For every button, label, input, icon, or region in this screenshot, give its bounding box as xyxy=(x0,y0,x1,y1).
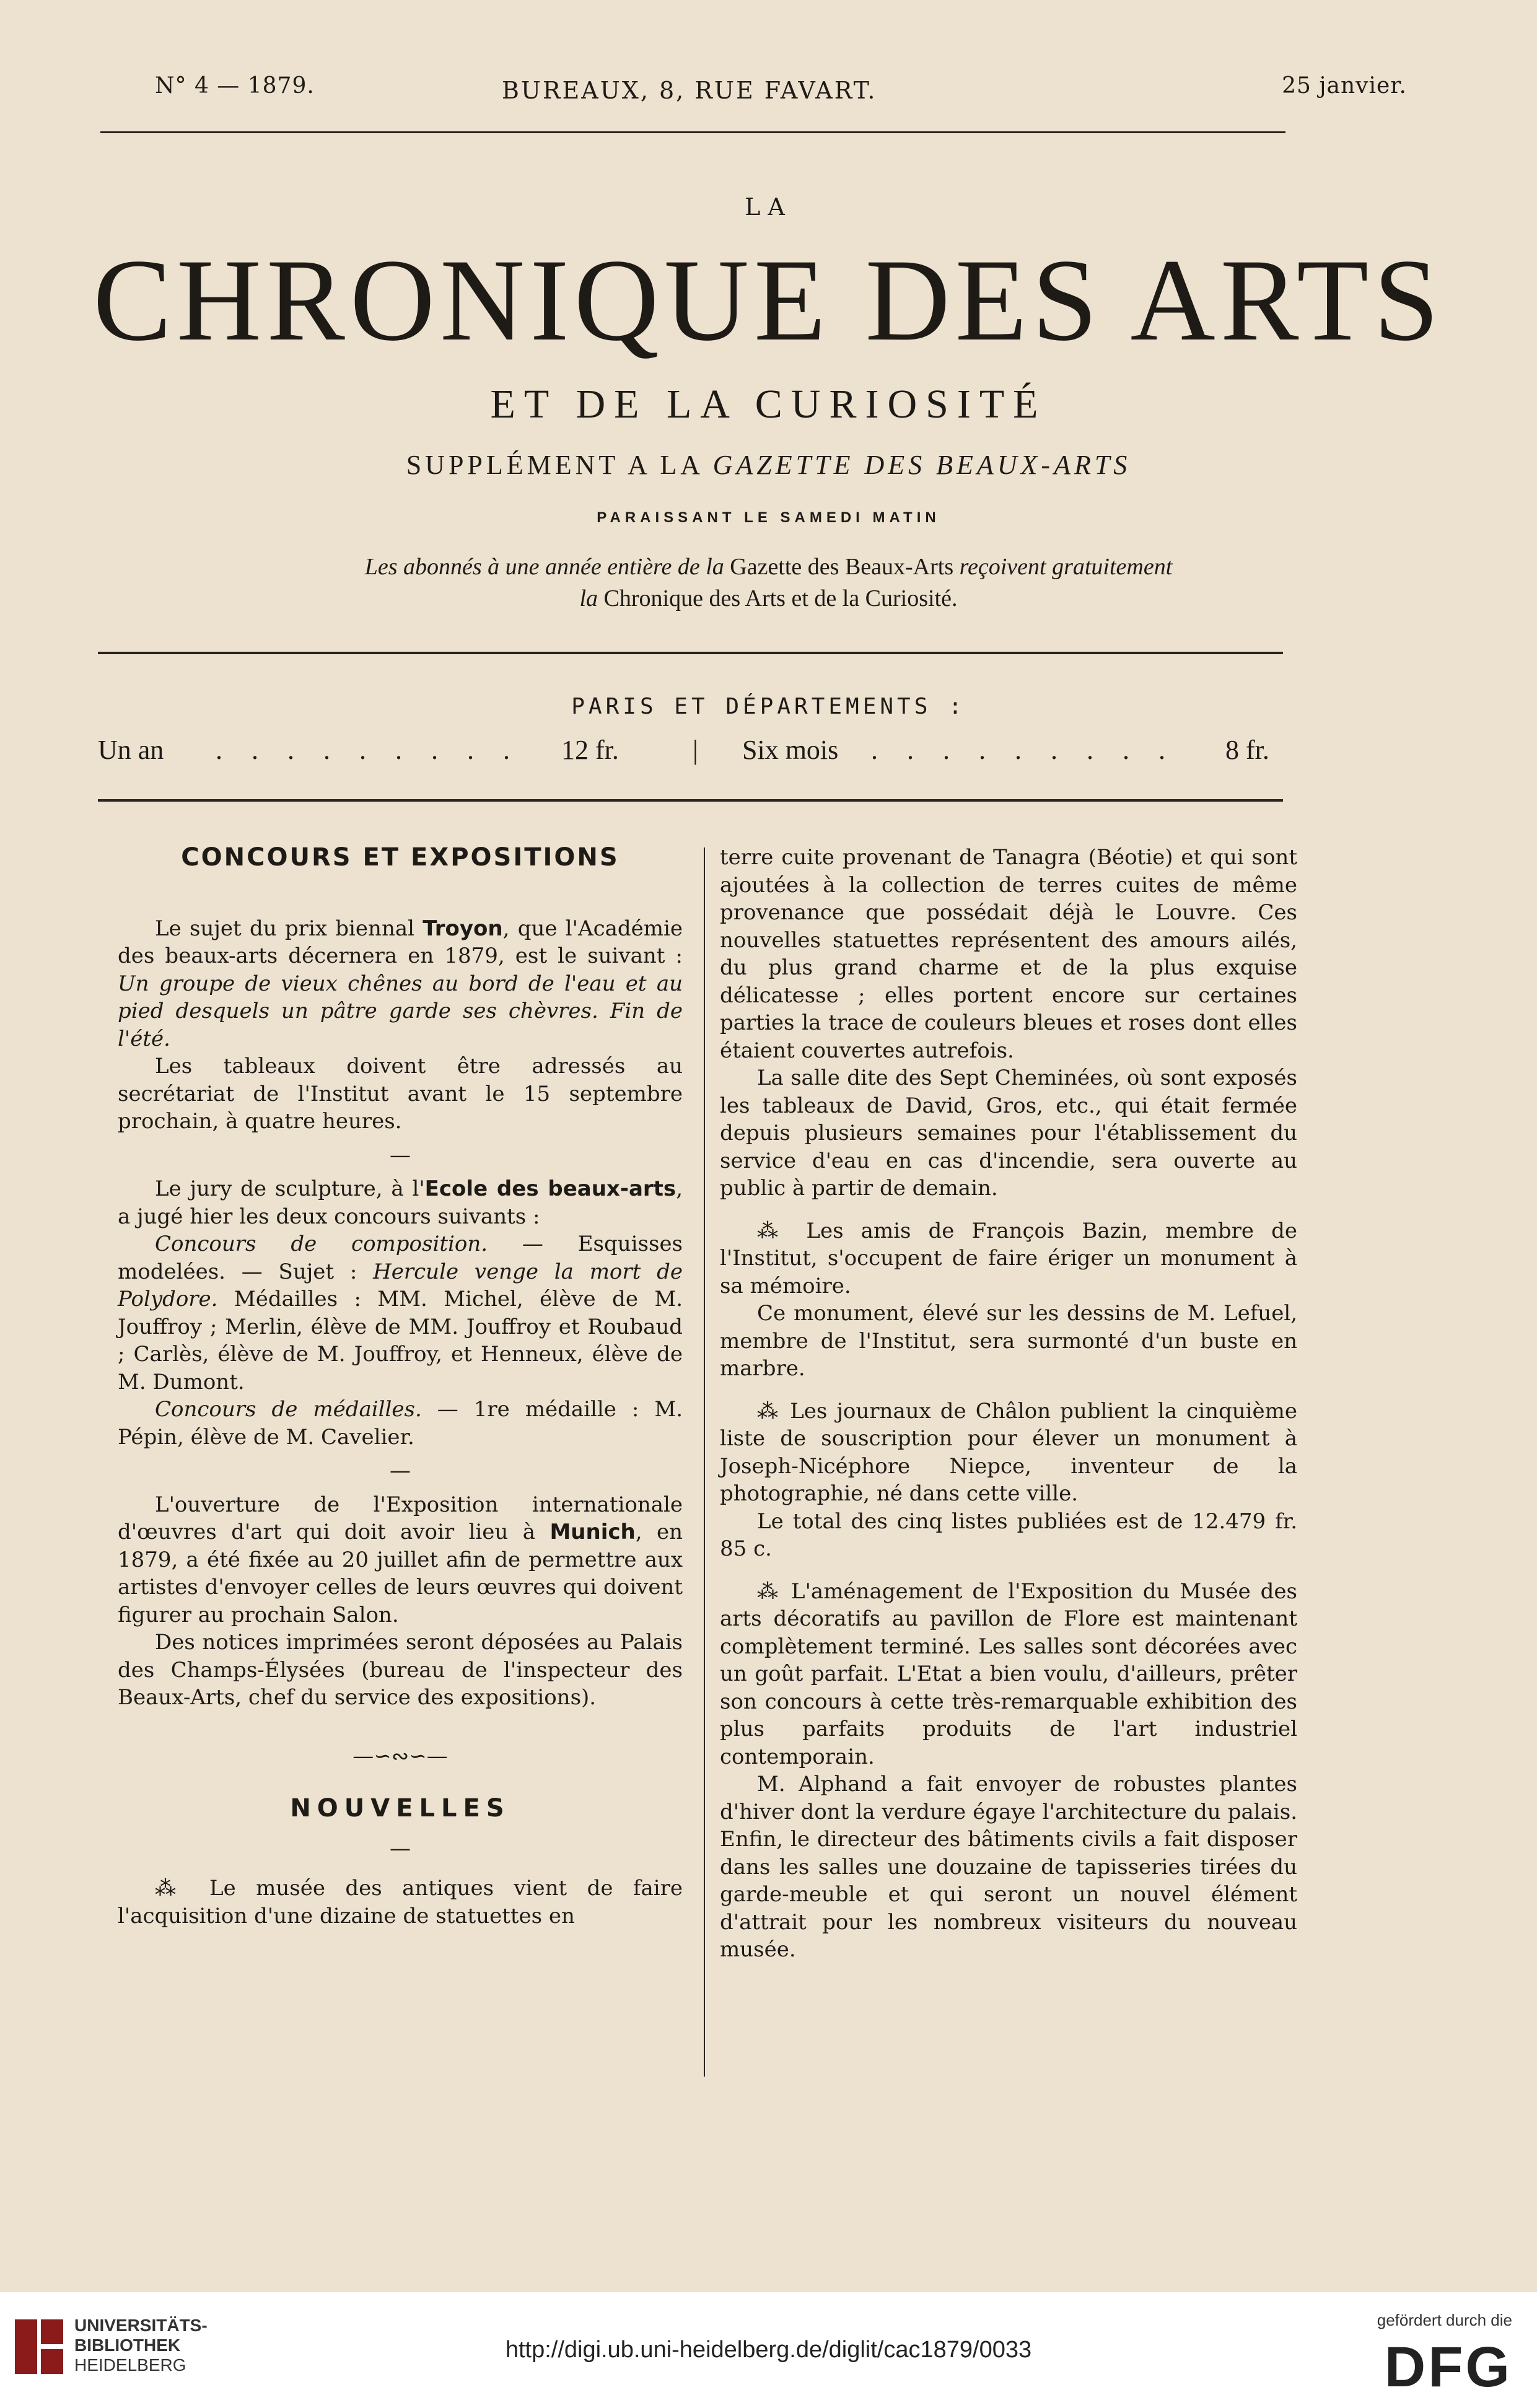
note-line1-c: reçoivent gratuitement xyxy=(959,554,1173,580)
paragraph-musee-antiques: ⁂ Le musée des antiques vient de faire l'acquisition d'une dizaine de statuettes en xyxy=(118,1876,683,1929)
composition-text-b: — Esquisses modelées. — Sujet : xyxy=(118,1232,683,1284)
paragraph-troyon xyxy=(118,915,683,1053)
separator-dash: — xyxy=(390,1142,411,1168)
half-year-dots: . . . . . . . . . xyxy=(871,735,1176,765)
masthead-subtitle: ET DE LA CURIOSITÉ xyxy=(490,382,1047,427)
note-line2-a: la xyxy=(579,585,598,612)
half-year-price: 8 fr. xyxy=(1225,735,1269,765)
supplement-gazette: GAZETTE DES BEAUX-ARTS xyxy=(712,450,1131,480)
composition-title: Concours de composition. xyxy=(155,1232,488,1256)
munich-text-c: , en 1879, a été fixée au 20 juillet afin de permettre aux artistes d'envoyer celles de leurs œuvres qui doivent figurer au prochain Salon. xyxy=(118,1520,683,1627)
ornament-divider: —∽∾∽— xyxy=(353,1743,448,1769)
section-heading-nouvelles: NOUVELLES xyxy=(290,1794,510,1823)
paragraph-medailles xyxy=(118,1396,683,1451)
right-column xyxy=(720,844,1297,1964)
funding-label: gefördert durch die xyxy=(1377,2311,1512,2329)
annual-dots: . . . . . . . . . xyxy=(216,735,521,765)
medailles-title: Concours de médailles. xyxy=(155,1397,422,1422)
note-line1-a: Les abonnés à une année entière de la xyxy=(364,554,724,580)
permalink-url[interactable]: http://digi.ub.uni-heidelberg.de/diglit/cac1879/0033 xyxy=(505,2337,1032,2363)
composition-subject: Hercule venge la mort de Polydore. xyxy=(118,1259,683,1311)
issue-number: N° 4 — 1879. xyxy=(155,73,315,99)
annual-price: 12 fr. xyxy=(561,735,619,765)
separator-dash: — xyxy=(390,1836,411,1861)
left-column xyxy=(118,844,683,1930)
library-line2: BIBLIOTHEK xyxy=(74,2336,181,2355)
office-address: BUREAUX, 8, RUE FAVART. xyxy=(502,77,877,104)
paragraph-tableaux: Les tableaux doivent être adressés au secrétariat de l'Institut avant le 15 septembre prochain, à quatre heures. xyxy=(118,1054,683,1134)
issue-date: 25 janvier. xyxy=(1282,73,1407,99)
paragraph-bazin: ⁂ Les amis de François Bazin, membre de l'Institut, s'occupent de faire ériger un monument à sa mémoire. xyxy=(720,1218,1297,1298)
paragraph-jury xyxy=(118,1175,683,1230)
section-heading-concours: CONCOURS ET EXPOSITIONS xyxy=(181,843,620,872)
troyon-subject: Un groupe de vieux chênes au bord de l'eau et au pied desquels un pâtre garde ses chèvres. Fin de l'été. xyxy=(118,971,683,1051)
paragraph-alphand: M. Alphand a fait envoyer de robustes plantes d'hiver dont la verdure égaye l'architecture du palais. Enfin, le directeur des bâtiments civils a fait disposer dans les salles une douzaine de tapisseries tirées du garde-meuble et qui seront un nouvel élément d'attrait pour les nombreux visiteurs du nouveau musée. xyxy=(720,1772,1297,1962)
paragraph-exposition-musee: ⁂ L'aménagement de l'Exposition du Musée des arts décoratifs au pavillon de Flore est maintenant complètement terminé. Les salles sont décorées avec un goût parfait. L'Etat a bien voulu, d'ailleurs, prêter son concours à cette très-remarquable exhibition des plus parfaits produits de l'art industriel contemporain. xyxy=(720,1578,1297,1769)
separator-dash: — xyxy=(390,1458,411,1483)
munich-city: Munich xyxy=(550,1520,636,1544)
price-separator: | xyxy=(693,735,698,765)
subscriber-note xyxy=(0,551,1537,615)
dfg-logo: DFG xyxy=(1384,2336,1512,2399)
jury-text-a: Le jury de sculpture, à l' xyxy=(155,1176,425,1201)
paragraph-tanagra: terre cuite provenant de Tanagra (Béotie) et qui sont ajoutées à la collection de terres cuites de même provenance que possédait déjà le Louvre. Ces nouvelles statuettes représentent des amours ailés, du plus grand charme et de la plus exquise délicatesse ; elles portent encore sur certaines parties la trace de couleurs bleues et roses dont elles étaient couvertes autrefois. xyxy=(720,845,1297,1063)
subscription-rule xyxy=(98,799,1283,802)
masthead-supplement xyxy=(0,449,1537,481)
troyon-text-a: Le sujet du prix biennal xyxy=(155,916,414,941)
paragraph-total: Le total des cinq listes publiées est de 12.479 fr. 85 c. xyxy=(720,1508,1297,1561)
paragraph-monument: Ce monument, élevé sur les dessins de M. Lefuel, membre de l'Institut, sera surmonté d'un buste en marbre. xyxy=(720,1301,1297,1381)
library-line3: HEIDELBERG xyxy=(74,2355,186,2375)
paragraph-notices: Des notices imprimées seront déposées au Palais des Champs-Élysées (bureau de l'inspecteur des Beaux-Arts, chef du service des expositions). xyxy=(118,1630,683,1710)
paragraph-sept-cheminees: La salle dite des Sept Cheminées, où sont exposés les tableaux de David, Gros, etc., qui était fermée depuis plusieurs semaines pour l'établissement du service d'eau en cas d'incendie, sera ouverte au public à partir de demain. xyxy=(720,1066,1297,1201)
publication-schedule: PARAISSANT LE SAMEDI MATIN xyxy=(597,509,940,526)
subscription-heading: PARIS ET DÉPARTEMENTS : xyxy=(571,694,966,719)
masthead-rule xyxy=(98,652,1283,654)
digitization-footer xyxy=(0,2292,1537,2408)
half-year-label: Six mois xyxy=(742,735,839,765)
medailles-text: — 1re médaille : M. Pépin, élève de M. Cavelier. xyxy=(118,1397,683,1450)
composition-medals: Médailles : MM. Michel, élève de M. Jouffroy ; Merlin, élève de MM. Jouffroy et Roubaud ; Carlès, élève de M. Jouffroy, et Henneux, élève de M. Dumont. xyxy=(118,1287,683,1394)
jury-text-c: , a jugé hier les deux concours suivants : xyxy=(118,1176,683,1229)
note-line2-b: Chronique des Arts et de la Curiosité. xyxy=(603,585,958,612)
paragraph-niepce: ⁂ Les journaux de Châlon publient la cinquième liste de souscription pour élever un monument à Joseph-Nicéphore Niepce, inventeur de la photographie, né dans cette ville. xyxy=(720,1398,1297,1506)
munich-text-a: L'ouverture de l'Exposition internationale d'œuvres d'art qui doit avoir lieu à xyxy=(118,1492,683,1544)
paragraph-munich xyxy=(118,1491,683,1629)
masthead-article: LA xyxy=(745,193,792,221)
library-line1: UNIVERSITÄTS- xyxy=(74,2316,208,2335)
troyon-text-c: , que l'Académie des beaux-arts décernera en 1879, est le suivant : xyxy=(118,916,683,968)
supplement-prefix: SUPPLÉMENT A LA xyxy=(406,450,703,480)
troyon-name: Troyon xyxy=(423,916,503,941)
note-line1-b: Gazette des Beaux-Arts xyxy=(730,554,954,580)
annual-label: Un an xyxy=(98,735,164,765)
column-divider xyxy=(704,847,705,2077)
header-rule xyxy=(100,131,1285,133)
paragraph-composition xyxy=(118,1230,683,1396)
jury-school: Ecole des beaux-arts xyxy=(424,1176,677,1201)
masthead-title: CHRONIQUE DES ARTS xyxy=(93,235,1444,366)
